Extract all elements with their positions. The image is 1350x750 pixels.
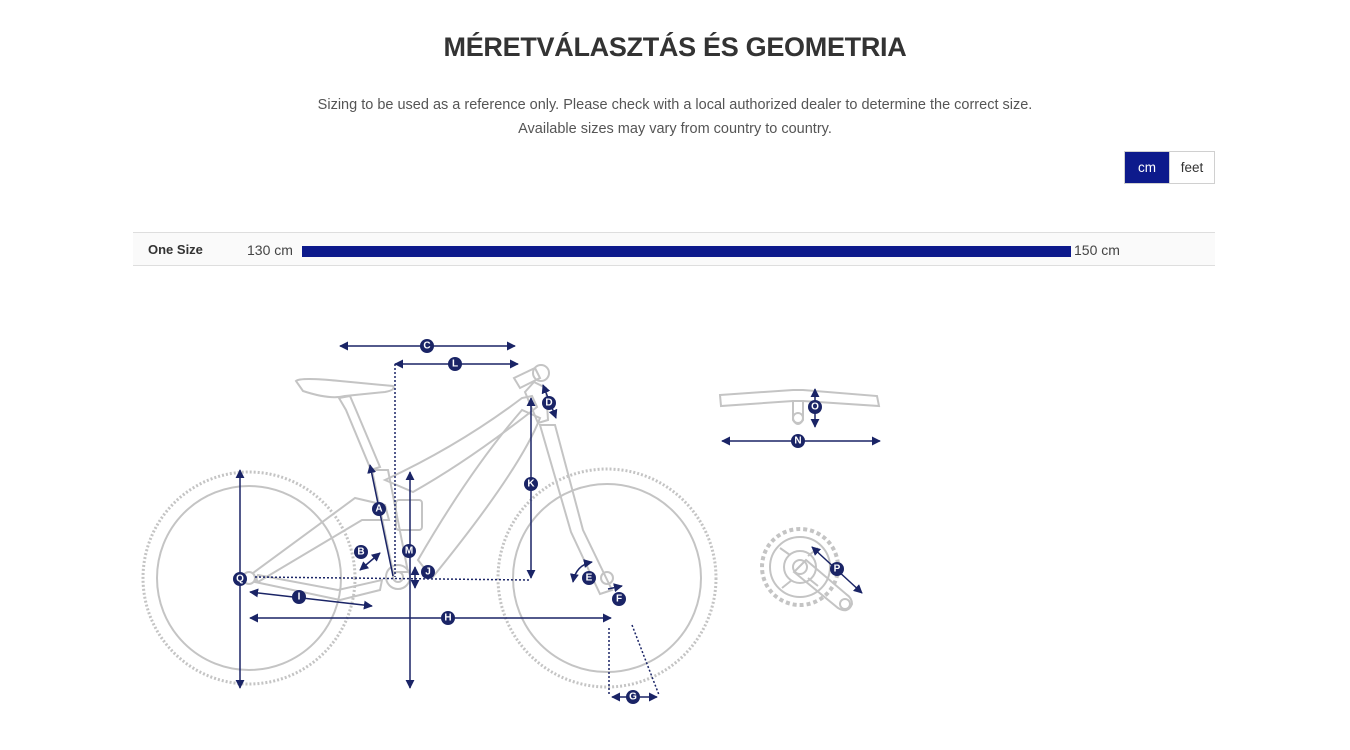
svg-text:B: B xyxy=(357,546,365,558)
availability-note: Available sizes may vary from country to country. xyxy=(518,121,832,137)
svg-text:C: C xyxy=(423,340,431,352)
size-row xyxy=(133,232,1215,266)
size-name: One Size xyxy=(148,242,203,257)
seatpost xyxy=(339,396,380,470)
marker-b xyxy=(354,545,368,559)
svg-text:D: D xyxy=(545,397,553,409)
svg-text:P: P xyxy=(833,563,841,575)
seat-stay xyxy=(253,498,389,582)
svg-text:Q: Q xyxy=(236,573,244,585)
bottom-bracket xyxy=(386,565,410,589)
fork xyxy=(540,425,612,594)
unit-feet-button[interactable]: feet xyxy=(1169,152,1214,183)
bike-illustration xyxy=(143,365,716,687)
marker-m xyxy=(402,544,416,558)
marker-k xyxy=(524,477,538,491)
svg-text:J: J xyxy=(425,566,431,578)
marker-d xyxy=(542,396,556,410)
size-max-height: 150 cm xyxy=(1074,242,1120,258)
marker-e xyxy=(582,571,596,585)
marker-a xyxy=(372,502,386,516)
size-range-bar xyxy=(302,246,1071,257)
svg-text:G: G xyxy=(629,691,637,703)
svg-text:E: E xyxy=(585,572,593,584)
svg-text:O: O xyxy=(811,401,819,413)
svg-text:H: H xyxy=(444,612,452,624)
marker-i xyxy=(292,590,306,604)
marker-f xyxy=(612,592,626,606)
unit-toggle xyxy=(1124,151,1215,184)
top-tube xyxy=(385,396,537,492)
marker-q xyxy=(233,572,247,586)
svg-text:K: K xyxy=(527,478,535,490)
svg-text:L: L xyxy=(451,358,459,370)
sizing-disclaimer: Sizing to be used as a reference only. Please check with a local authorized dealer to determine the correct size. xyxy=(317,97,1033,113)
dimension-lines xyxy=(240,346,880,697)
marker-g xyxy=(626,690,640,704)
marker-p xyxy=(830,562,844,576)
svg-text:N: N xyxy=(794,435,802,447)
marker-c xyxy=(420,339,434,353)
page-title: MÉRETVÁLASZTÁS ÉS GEOMETRIA xyxy=(443,32,907,62)
marker-l xyxy=(448,357,462,371)
svg-text:A: A xyxy=(375,503,383,515)
marker-j xyxy=(421,565,435,579)
marker-h xyxy=(441,611,455,625)
geometry-diagram xyxy=(0,290,1350,750)
svg-text:I: I xyxy=(297,591,301,603)
size-min-height: 130 cm xyxy=(247,242,293,258)
svg-text:F: F xyxy=(615,593,623,605)
unit-cm-button[interactable]: cm xyxy=(1125,152,1169,183)
size-range-track xyxy=(302,246,1071,257)
svg-text:M: M xyxy=(404,545,414,557)
down-tube xyxy=(418,410,540,578)
marker-n xyxy=(791,434,805,448)
saddle xyxy=(296,379,394,397)
marker-o xyxy=(808,400,822,414)
handlebar-illustration xyxy=(720,390,879,424)
chain-stay xyxy=(255,575,382,600)
rear-rim xyxy=(157,486,341,670)
